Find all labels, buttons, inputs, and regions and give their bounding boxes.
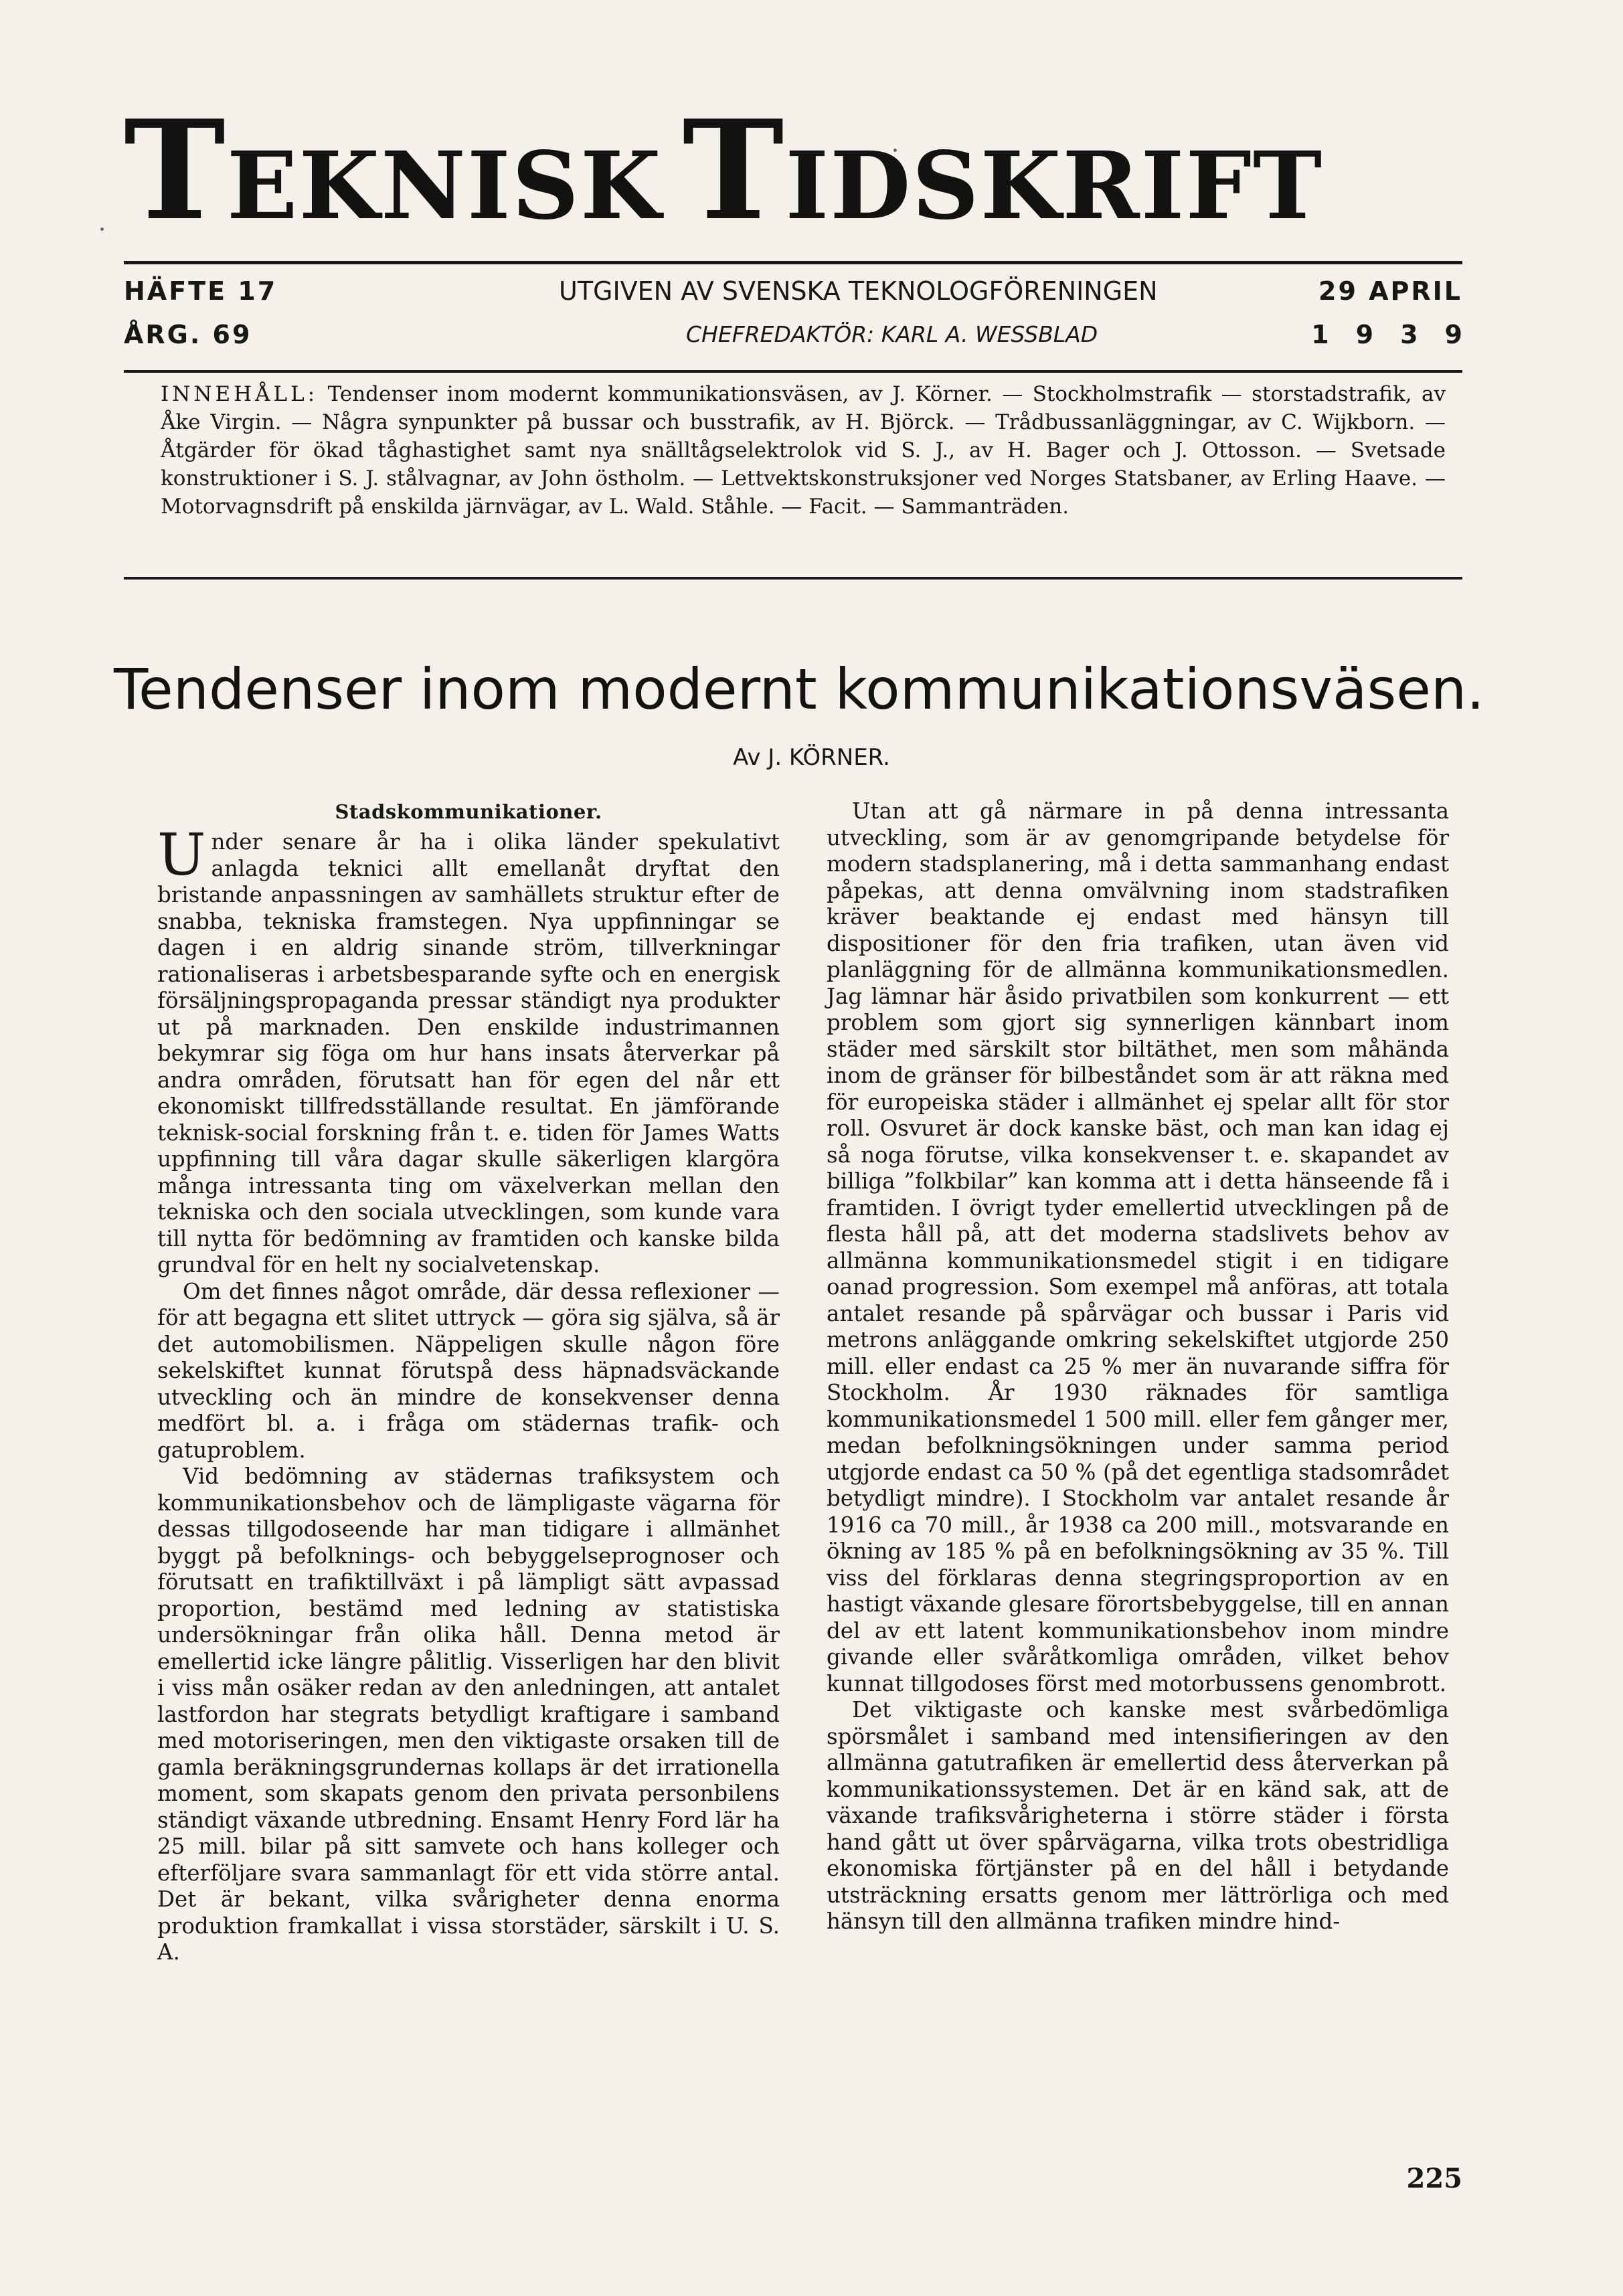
contents-bottom-rule <box>124 577 1462 580</box>
article-byline: Av J. KÖRNER. <box>733 744 890 771</box>
masthead-rest: IDSKRIFT <box>785 131 1324 240</box>
masthead-rule <box>124 261 1462 264</box>
editor-line: CHEFREDAKTÖR: KARL A. WESSBLAD <box>686 321 1098 347</box>
masthead-word-tidskrift <box>682 90 1324 256</box>
table-of-contents <box>161 380 1446 521</box>
issue-date: 29 APRIL <box>1318 276 1462 306</box>
paragraph: Vid bedömning av städernas trafiksystem och kommunikationsbehov och de lämpligaste vägarna för dessas tillgodoseende har man tidigare i allmänhet byggt på befolknings- och bebyggelseprognoser och förutsatt en trafiktillväxt i på lämpligt sätt avpassad proportion, bestämd med ledning av statistiska undersökningar från olika håll. Denna metod är emellertid icke längre pålitlig. Visserligen har den blivit i viss mån osäker redan av den anledningen, att antalet lastfordon har stegrats betydligt kraftigare i samband med motoriseringen, men den viktigaste orsaken till de gamla beräkningsgrundernas kollaps är det irrationella moment, som skapats genom den privata personbilens ständigt växande utbredning. Ensamt Henry Ford lär ha 25 mill. bilar på sitt samvete och hans kolleger och efterföljare svara sammanlagt för ett vida större antal. Det är bekant, vilka svårigheter denna enorma produktion framkallat i vissa storstäder, särskilt i U. S. A. <box>157 1464 780 1965</box>
masthead-title <box>124 90 1469 256</box>
print-speck <box>100 228 104 231</box>
paragraph-text: nder senare år ha i olika länder spekulativt anlagda teknici allt emellanåt dryftat den bristande anpassningen av samhällets struktur efter de snabba, tekniska framstegen. Nya uppfinningar se dagen i en aldrig sinande ström, tillverkningar rationaliseras i arbetsbesparande syfte och en energisk försäljningspropaganda pressar ständigt nya produkter ut på marknaden. Den enskilde industrimannen bekymrar sig föga om hur hans insats återverkar på andra områden, förutsatt han för egen del når ett ekonomiskt tillfredsställande resultat. En jämförande teknisk-social forskning från t. e. tiden för James Watts uppfinning till våra dagar skulle säkerligen klargöra många intressanta ting om växelverkan mellan den tekniska och den sociala utvecklingen, som kunde vara till nytta för bedömning av framtiden och kanske bilda grundval för en helt ny socialvetenskap. <box>157 829 780 1277</box>
contents-label: INNEHÅLL: <box>161 382 319 406</box>
masthead-word-teknisk <box>124 90 663 256</box>
paragraph: Utan att gå närmare in på denna intressanta utveckling, som är av genomgripande betydelse för modern stadsplanering, må i detta sammanhang endast påpekas, att denna omvälvning inom stadstrafiken kräver beaktande ej endast med hänsyn till dispositioner för den fria trafiken, utan även vid planläggning för de allmänna kommunikationsmedlen. Jag lämnar här åsido privatbilen som konkurrent — ett problem som gjort sig synnerligen kännbart inom städer med särskilt stor biltäthet, men som måhända inom de gränser för bilbeståndet som är att räkna med för europeiska städer i allmänhet ej spelar allt för stor roll. Osvuret är dock kanske bäst, och man kan idag ej så noga förutse, vilka konsekvenser t. e. skapandet av billiga ”folkbilar” kan komma att i detta hänseende få i framtiden. I övrigt tyder emellertid utvecklingen på de flesta håll på, att det moderna stadslivets behov av allmänna kommunikationsmedel stigit i en tidigare oanad progression. Som exempel må anföras, att totala antalet resande på spårvägar och bussar i Paris vid metrons anläggande omkring sekelskiftet utgjorde 250 mill. eller endast ca 25 % mer än nuvarande siffra för Stockholm. År 1930 räknades för samtliga kommunikationsmedel 1 500 mill. eller fem gånger mer, medan befolkningsökningen under samma period utgjorde endast ca 50 % (på det egentliga stadsområdet betydligt mindre). I Stockholm var antalet resande år 1916 ca 70 mill., år 1938 ca 200 mill., motsvarande en ökning av 185 % på en befolkningsökning av 35 %. Till viss del förklaras denna stegringsproportion av en hastigt växande glesare förortsbebyggelse, till en annan del av ett latent kommunikationsbehov inom mindre givande eller svåråtkomliga områden, vilket behov kunnat tillgodoses först med motorbussens genombrott. <box>827 798 1449 1696</box>
article-title: Tendenser inom modernt kommunikationsväsen. <box>114 656 1484 722</box>
section-subheading: Stadskommunikationer. <box>335 800 602 823</box>
issue-number: HÄFTE 17 <box>124 276 278 306</box>
issue-info-row <box>124 274 1462 308</box>
page-number: 225 <box>1406 2163 1462 2194</box>
issue-year: 1939 <box>1311 320 1489 349</box>
masthead-initial: T <box>124 90 227 251</box>
masthead-initial: T <box>682 90 786 251</box>
article-column-right <box>827 798 1449 1935</box>
publisher-line: UTGIVEN AV SVENSKA TEKNOLOGFÖRENINGEN <box>559 276 1158 306</box>
paragraph: Om det finnes något område, där dessa reflexioner — för att begagna ett slitet uttryck — göra sig själva, så är det automobilismen. Näppeligen skulle någon före sekelskiftet kunnat förutspå dess häpnadsväckande utveckling och än mindre de konsekvenser denna medfört bl. a. i fråga om städernas trafik- och gatuproblem. <box>157 1278 780 1463</box>
masthead-rest: EKNISK <box>226 131 663 240</box>
contents-text: Tendenser inom modernt kommunikationsväsen, av J. Körner. — Stockholmstrafik — storstadstrafik, av Åke Virgin. — Några synpunkter på bussar och busstrafik, av H. Björck. — Trådbussanläggningar, av C. Wijkborn. — Åtgärder för ökad tåghastighet samt nya snälltågselektrolok vid S. J., av H. Bager och J. Ottosson. — Svetsade konstruktioner i S. J. stålvagnar, av John östholm. — Lettvektskonstruksjoner ved Norges Statsbaner, av Erling Haave. — Motorvagnsdrift på enskilda järnvägar, av L. Wald. Ståhle. — Facit. — Sammanträden. <box>161 382 1446 519</box>
contents-top-rule <box>124 370 1462 373</box>
issue-volume: ÅRG. 69 <box>124 320 252 349</box>
issue-info-row <box>124 318 1489 351</box>
drop-cap: U <box>157 822 206 889</box>
paragraph <box>157 822 780 1279</box>
article-column-left <box>157 798 780 1966</box>
paragraph: Det viktigaste och kanske mest svårbedömliga spörsmålet i samband med intensifieringen av den allmänna gatutrafiken är emellertid dess återverkan på kommunikationssystemen. Det är en känd sak, att de växande trafiksvårigheterna i större städer i första hand gått ut över spårvägarna, vilka trots obestridliga ekonomiska förtjänster på en del håll i betydande utsträckning ersatts genom mer lättrörliga och med hänsyn till den allmänna trafiken mindre hind- <box>827 1697 1449 1934</box>
